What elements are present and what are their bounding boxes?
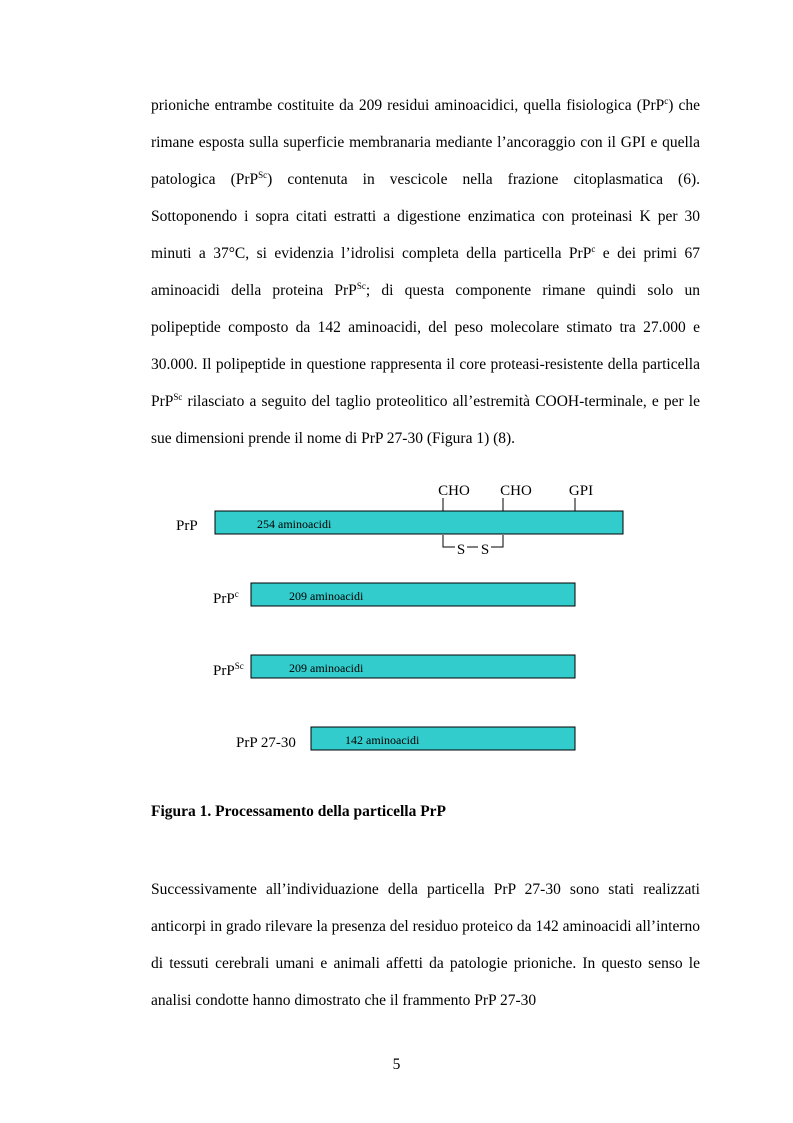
body-paragraph-1 [151,87,700,457]
body-paragraph-2: Successivamente all’individuazione della particella PrP 27-30 sono stati realizzati anticorpi in grado rilevare la presenza del residuo proteico da 142 aminoacidi all’interno di tessuti cerebrali umani e animali affetti da patologie prioniche. In questo senso le analisi condotte hanno dimostrato che il frammento PrP 27-30 [151,881,700,1009]
superscript: Sc [173,392,183,402]
figure-caption: Figura 1. Processamento della particella PrP [151,803,447,820]
paragraph-text: prioniche entrambe costituite da 209 residui aminoacidici, quella fisiologica (PrP [151,97,665,114]
paragraph-text: ; di questa componente rimane quindi solo un polipeptide composto da 142 aminoacidi, del peso molecolare stimato tra 27.000 e 30.000. Il polipeptide in questione rappresenta il core proteasi-resistente della particella PrP [151,282,700,410]
disulfide-bracket [491,535,503,547]
paragraph-text: e dei primi 67 aminoacidi della proteina PrP [151,245,700,299]
row-label-prpc: PrP$^c$ [213,589,239,607]
disulfide-bracket [443,535,455,547]
paragraph-text: ) contenuta in vescicole nella frazione citoplasmatica (6). Sottoponendo i sopra citati estratti a digestione enzimatica con proteinasi K per 30 minuti a 37°C, si evidenzia l’idrolisi completa della particella PrP [151,171,700,262]
cho-marker-label-1: CHO [438,483,470,499]
superscript: c [591,244,596,254]
sulfur-label-2: S [480,542,490,558]
row-label-prp27-30: PrP 27-30 [236,735,296,751]
superscript: Sc [356,281,366,291]
paragraph-text: rilasciato a seguito del taglio proteolitico all’estremità COOH-terminale, e per le sue dimensioni prende il nome di PrP 27-30 (Figura 1) (8). [151,393,700,447]
superscript: Sc [258,170,268,180]
sulfur-label-1: S [456,542,466,558]
bar-text-prpc: 209 aminoacidi [289,589,364,603]
superscript: c [664,96,669,106]
bar-text-prpsc: 209 aminoacidi [289,661,364,675]
bar-text-prp27-30: 142 aminoacidi [345,733,420,747]
page-number: 5 [392,1056,401,1073]
bar-text-prp: 254 aminoacidi [257,517,332,531]
row-label-prpsc: PrP$^{Sc}$ [213,661,244,679]
prp-processing-figure [0,470,793,770]
cho-marker-label-2: CHO [500,483,532,499]
paragraph-text: ) che rimane esposta sulla superficie membranaria mediante l’ancoraggio con il GPI e quella patologica (PrP [151,97,700,188]
gpi-marker-label: GPI [568,483,594,499]
row-label-prp: PrP [176,518,198,534]
